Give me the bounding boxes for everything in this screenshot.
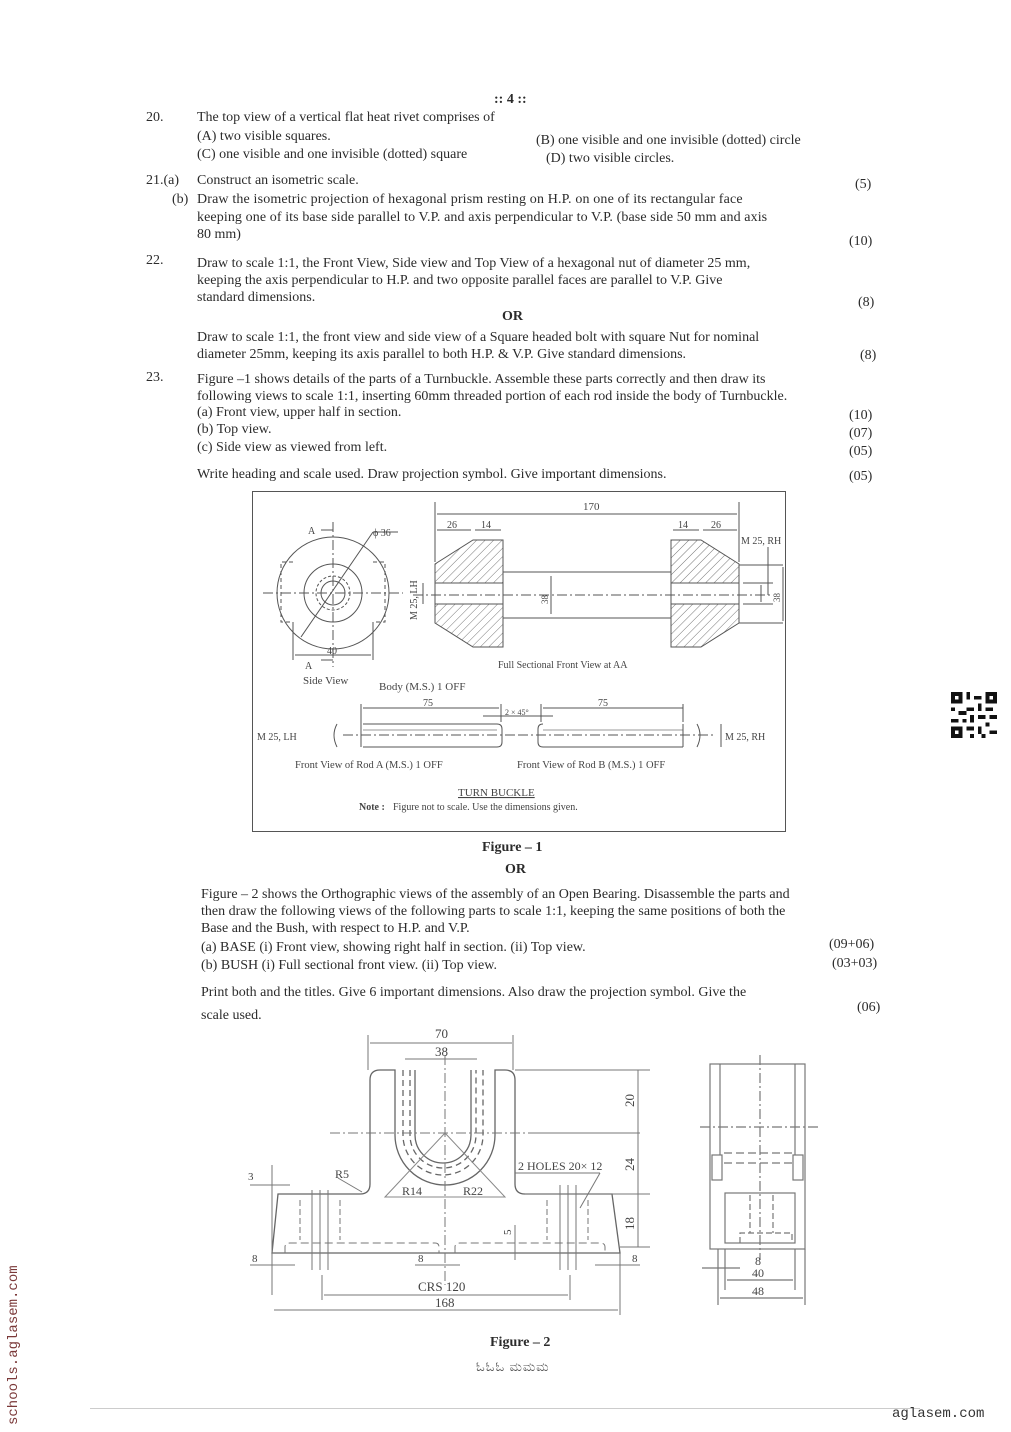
side-40-dim: 40	[327, 646, 337, 657]
q23-item-a-marks: (10)	[849, 408, 873, 423]
q22-alt-marks: (8)	[860, 348, 877, 363]
dim-r5: R5	[335, 1167, 350, 1181]
rod-b-label: Front View of Rod B (M.S.) 1 OFF	[517, 760, 666, 771]
q23-item-a: (a) Front view, upper half in section.	[197, 405, 402, 420]
q23-alt-instruction-line2: scale used.	[201, 1008, 262, 1023]
dim-38: 38	[435, 1044, 448, 1059]
q23-alt-item-a-marks: (09+06)	[829, 937, 875, 952]
bottom-watermark[interactable]: aglasem.com	[892, 1406, 985, 1422]
q20-text: The top view of a vertical flat heat rivet comprises of	[197, 110, 495, 125]
dim-20: 20	[622, 1094, 637, 1107]
side-dim-48: 48	[752, 1284, 764, 1298]
left-26-dim: 26	[447, 520, 457, 531]
figure-1-drawing	[253, 492, 787, 833]
dim-mid-8: 8	[418, 1253, 424, 1265]
rod-b-75-dim: 75	[598, 698, 608, 709]
q21a-text: Construct an isometric scale.	[197, 173, 359, 188]
side-watermark[interactable]: schools.aglasem.com	[6, 1265, 22, 1425]
q23-or: OR	[505, 862, 526, 877]
right-26-dim: 26	[711, 520, 721, 531]
rod-a-label: Front View of Rod A (M.S.) 1 OFF	[295, 760, 443, 771]
q23-number: 23.	[146, 370, 164, 385]
q20-option-a: (A) two visible squares.	[197, 129, 331, 144]
bore-38-dim: 38	[540, 595, 550, 604]
q23-instruction: Write heading and scale used. Draw projection symbol. Give important dimensions.	[197, 467, 667, 482]
dim-crs-120: CRS 120	[418, 1279, 466, 1294]
dim-3: 3	[248, 1171, 254, 1183]
q21b-line3: 80 mm)	[197, 227, 241, 242]
body-label: Body (M.S.) 1 OFF	[379, 681, 466, 693]
dim-168: 168	[435, 1295, 455, 1310]
open-bearing-side-drawing	[700, 1055, 820, 1315]
q22-or: OR	[502, 309, 523, 324]
side-view-label: Side View	[303, 675, 349, 687]
side-dim-40: 40	[752, 1266, 764, 1280]
dim-18: 18	[622, 1217, 637, 1230]
q23-item-c-marks: (05)	[849, 444, 873, 459]
thread-right-dim: M 25, RH	[741, 536, 782, 547]
q22-number: 22.	[146, 253, 164, 268]
dim-70: 70	[435, 1026, 448, 1041]
q22-alt-line2: diameter 25mm, keeping its axis parallel to both H.P. & V.P. Give standard dimensions.	[197, 347, 687, 362]
q23-alt-item-b-marks: (03+03)	[832, 956, 878, 971]
phi-36-dim: ϕ 36	[373, 528, 391, 539]
rod-a-thread-dim: M 25, LH	[257, 732, 297, 743]
thread-left-dim: M 25, LH	[409, 580, 420, 620]
q21-number: 21.(a)	[146, 173, 180, 188]
q21b-line2: keeping one of its base side parallel to V.P. and axis perpendicular to V.P. (base side 50 mm and axis	[197, 210, 768, 225]
q21b-line1: Draw the isometric projection of hexagonal prism resting on H.P. on one of its rectangular face	[197, 192, 743, 207]
q23-instruction-marks: (05)	[849, 469, 873, 484]
q23-alt-line3: Base and the Bush, with respect to H.P. and V.P.	[201, 921, 470, 936]
rod-38-dim: 38	[772, 593, 782, 602]
rod-b-thread-dim: M 25, RH	[725, 732, 766, 743]
overall-170-dim: 170	[583, 501, 600, 513]
figure-1-caption: Figure – 1	[482, 840, 543, 855]
q20-number: 20.	[146, 110, 164, 125]
qr-code[interactable]	[950, 692, 998, 738]
dim-right-8: 8	[632, 1253, 638, 1265]
q21b-marks: (10)	[849, 234, 873, 249]
qr-code-icon	[950, 692, 998, 738]
q23-item-c: (c) Side view as viewed from left.	[197, 440, 388, 455]
dim-24: 24	[622, 1158, 637, 1171]
q23-line1: Figure –1 shows details of the parts of a Turnbuckle. Assemble these parts correctly and then draw its	[197, 372, 766, 387]
footer-code: ಓಓಓ ಮಮಮ	[476, 1359, 550, 1374]
q22-alt-line1: Draw to scale 1:1, the front view and side view of a Square headed bolt with square Nut for nominal	[197, 330, 760, 345]
q20-option-d: (D) two visible circles.	[546, 151, 675, 166]
q23-line2: following views to scale 1:1, inserting 60mm threaded portion of each rod inside the body of Turnbuckle.	[197, 389, 788, 404]
rod-a-75-dim: 75	[423, 698, 433, 709]
q22-line3: standard dimensions.	[197, 290, 316, 305]
dim-r22: R22	[463, 1184, 484, 1198]
q23-item-b-marks: (07)	[849, 426, 873, 441]
figure-2-side-view	[700, 1055, 820, 1315]
open-bearing-front-drawing	[240, 1025, 660, 1335]
q23-alt-line2: then draw the following views of the following parts to scale 1:1, keeping the same positions of both the	[201, 904, 786, 919]
dim-left-8: 8	[252, 1253, 258, 1265]
figure-2-front-view	[240, 1025, 660, 1335]
dim-holes: 2 HOLES 20× 12	[518, 1159, 603, 1173]
page-number: :: 4 ::	[494, 92, 527, 107]
q23-alt-item-a: (a) BASE (i) Front view, showing right half in section. (ii) Top view.	[201, 940, 586, 955]
q20-option-c: (C) one visible and one invisible (dotted) square	[197, 147, 468, 162]
dim-5: 5	[502, 1229, 514, 1235]
q21a-marks: (5)	[855, 177, 872, 192]
turnbuckle-title: TURN BUCKLE	[458, 787, 535, 799]
figure-1-turnbuckle	[252, 491, 786, 832]
note-label: Note :	[359, 802, 385, 813]
q23-alt-instruction-line1: Print both and the titles. Give 6 important dimensions. Also draw the projection symbol. Give the	[201, 985, 747, 1000]
note-text: Figure not to scale. Use the dimensions given.	[393, 802, 578, 813]
q21b-label: (b)	[172, 192, 189, 207]
section-a-top: A	[308, 526, 316, 537]
full-section-label: Full Sectional Front View at AA	[498, 660, 628, 671]
q22-line1: Draw to scale 1:1, the Front View, Side view and Top View of a hexagonal nut of diameter 25 mm,	[197, 256, 751, 271]
q20-option-b: (B) one visible and one invisible (dotted) circle	[536, 133, 801, 148]
q23-alt-instruction-marks: (06)	[857, 1000, 881, 1015]
bottom-divider	[90, 1408, 920, 1409]
figure-2-caption: Figure – 2	[490, 1335, 551, 1350]
left-14-dim: 14	[481, 520, 491, 531]
dim-r14: R14	[402, 1184, 423, 1198]
q22-marks: (8)	[858, 295, 875, 310]
chamfer-dim: 2 × 45°	[505, 708, 529, 717]
q22-line2: keeping the axis perpendicular to H.P. and two opposite parallel faces are parallel to V.P. Give	[197, 273, 723, 288]
side-dim-8: 8	[755, 1254, 761, 1268]
q23-alt-line1: Figure – 2 shows the Orthographic views of the assembly of an Open Bearing. Disassemble the parts and	[201, 887, 790, 902]
section-a-bottom: A	[305, 661, 313, 672]
right-14-dim: 14	[678, 520, 688, 531]
q23-alt-item-b: (b) BUSH (i) Full sectional front view. (ii) Top view.	[201, 958, 497, 973]
q23-item-b: (b) Top view.	[197, 422, 272, 437]
